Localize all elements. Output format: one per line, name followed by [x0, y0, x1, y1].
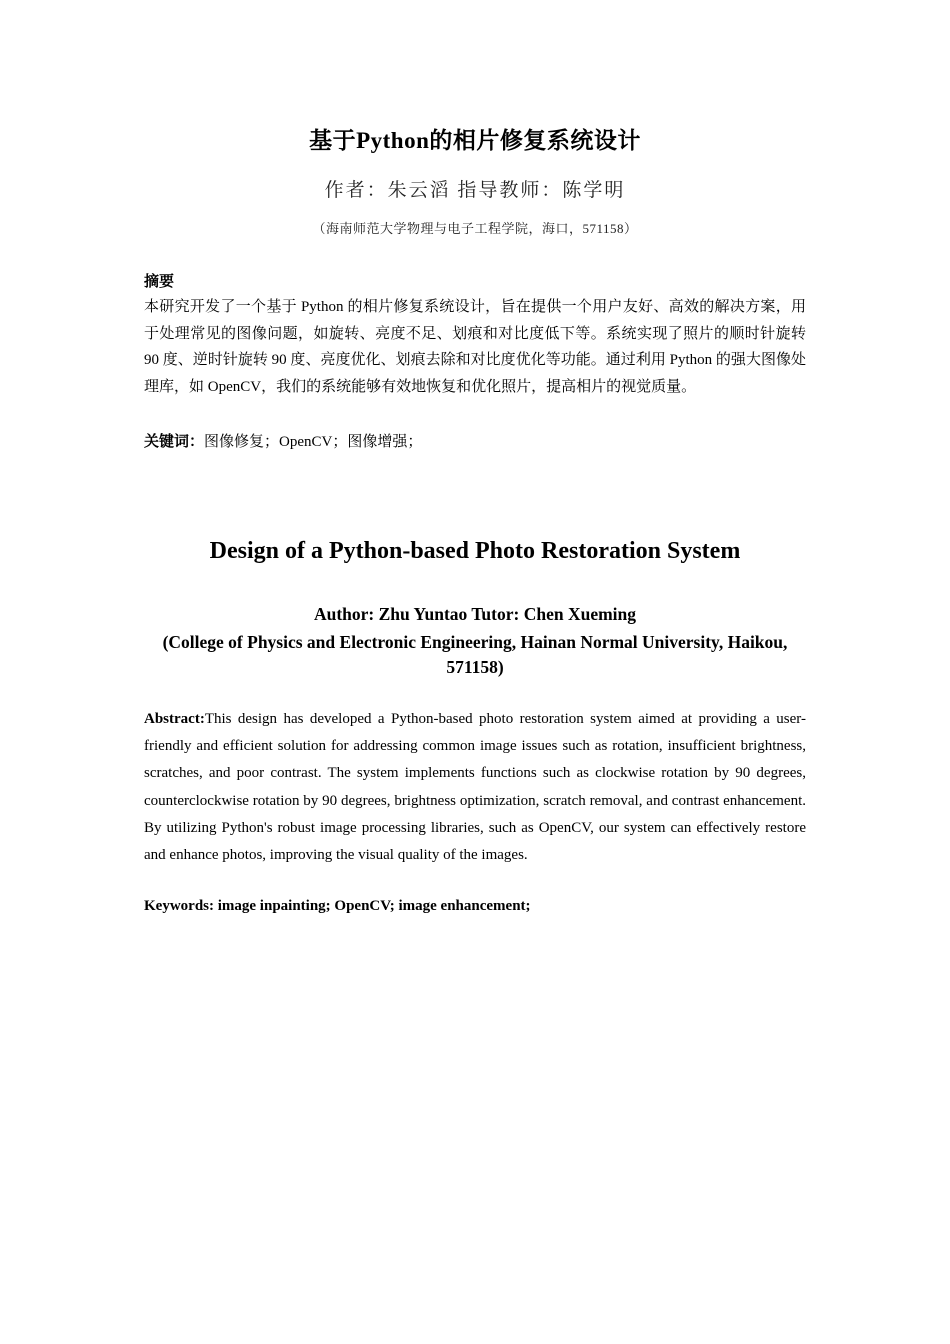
english-abstract-body: This design has developed a Python-based photo restoration system aimed at providing a user-friendly and efficient solution for addressing common image issues such as rotation, insufficient brightness, scratches, and poor contrast. The system implements functions such as clockwise rotation by 90 degrees, counterclockwise rotation by 90 degrees, brightness optimization, scratch removal, and contrast enhancement. By utilizing Python's robust image processing libraries, such as OpenCV, our system can effectively restore and enhance photos, improving the visual quality of the images.: [144, 711, 806, 864]
english-keywords: Keywords: image inpainting; OpenCV; image enhancement;: [144, 898, 531, 914]
english-title: Design of a Python-based Photo Restoration System: [209, 538, 741, 564]
english-abstract: [144, 706, 806, 869]
english-affiliation: (College of Physics and Electronic Engineering, Hainan Normal University, Haikou, 571158): [162, 632, 788, 677]
chinese-affiliation: （海南师范大学物理与电子工程学院，海口，571158）: [312, 221, 638, 236]
chinese-title: 基于Python的相片修复系统设计: [309, 128, 641, 153]
english-authors: Author: Zhu Yuntao Tutor: Chen Xueming: [313, 604, 637, 624]
chinese-keywords-text: 图像修复；OpenCV；图像增强；: [204, 434, 423, 450]
chinese-keywords-label: 关键词：: [144, 434, 205, 450]
chinese-abstract-body: 本研究开发了一个基于 Python 的相片修复系统设计，旨在提供一个用户友好、高效的解决方案，用于处理常见的图像问题，如旋转、亮度不足、划痕和对比度低下等。系统实现了照片的顺时针旋转 90 度、逆时针旋转 90 度、亮度优化、划痕去除和对比度优化等功能。通过利用 Python 的强大图像处理库，如 OpenCV，我们的系统能够有效地恢复和优化照片，提高相片的视觉质量。: [144, 299, 806, 395]
english-abstract-label: Abstract:: [144, 711, 205, 727]
chinese-abstract-heading: 摘要: [144, 274, 175, 290]
chinese-authors: 作者：朱云滔 指导教师：陈学明: [324, 180, 626, 201]
chinese-keywords: [144, 430, 806, 451]
